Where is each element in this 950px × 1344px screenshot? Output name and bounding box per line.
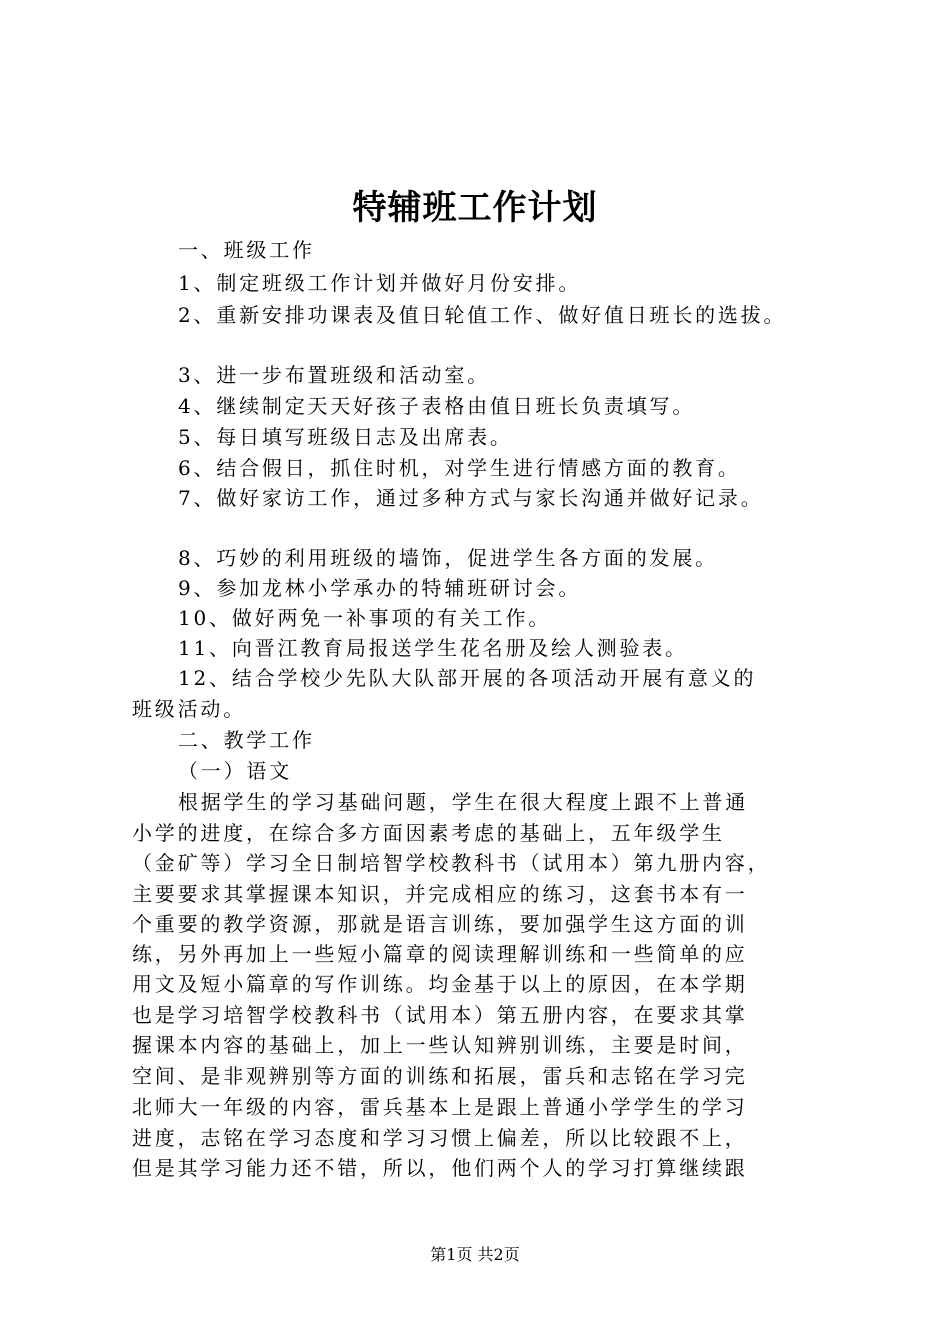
paragraph-line: 个重要的教学资源，那就是语言训练，要加强学生这方面的训 bbox=[132, 912, 748, 936]
list-item: 9、参加龙林小学承办的特辅班研讨会。 bbox=[178, 576, 582, 600]
document-title: 特辅班工作计划 bbox=[352, 188, 598, 228]
list-item: 6、结合假日，抓住时机，对学生进行情感方面的教育。 bbox=[178, 456, 741, 480]
subsection-heading: （一）语文 bbox=[178, 759, 292, 783]
section-heading: 一、班级工作 bbox=[178, 238, 315, 262]
list-item: 11、向晋江教育局报送学生花名册及绘人测验表。 bbox=[178, 636, 688, 660]
paragraph-line: 主要要求其掌握课本知识，并完成相应的练习，这套书本有一 bbox=[132, 882, 748, 906]
section-heading: 二、教学工作 bbox=[178, 728, 315, 752]
paragraph-line: 练，另外再加上一些短小篇章的阅读理解训练和一些简单的应 bbox=[132, 942, 748, 966]
paragraph-line: （金矿等）学习全日制培智学校教科书（试用本）第九册内容， bbox=[132, 851, 771, 875]
list-item: 2、重新安排功课表及值日轮值工作、做好值日班长的选拔。 bbox=[178, 303, 787, 327]
paragraph-line: 也是学习培智学校教科书（试用本）第五册内容，在要求其掌 bbox=[132, 1003, 748, 1027]
paragraph-line: 用文及短小篇章的写作训练。均金基于以上的原因，在本学期 bbox=[132, 972, 748, 996]
list-item-continuation: 班级活动。 bbox=[132, 697, 246, 721]
list-item: 8、巧妙的利用班级的墙饰，促进学生各方面的发展。 bbox=[178, 546, 718, 570]
page-footer: 第1页 共2页 bbox=[430, 1245, 520, 1264]
list-item: 5、每日填写班级日志及出席表。 bbox=[178, 425, 513, 449]
list-item: 4、继续制定天天好孩子表格由值日班长负责填写。 bbox=[178, 394, 696, 418]
list-item: 10、做好两免一补事项的有关工作。 bbox=[178, 606, 552, 630]
list-item: 7、做好家访工作，通过多种方式与家长沟通并做好记录。 bbox=[178, 486, 764, 510]
paragraph-line: 北师大一年级的内容，雷兵基本上是跟上普通小学学生的学习 bbox=[132, 1095, 748, 1119]
list-item: 1、制定班级工作计划并做好月份安排。 bbox=[178, 271, 582, 295]
paragraph-line: 握课本内容的基础上，加上一些认知辨别训练，主要是时间， bbox=[132, 1033, 748, 1057]
paragraph-line: 小学的进度，在综合多方面因素考虑的基础上，五年级学生 bbox=[132, 821, 725, 845]
list-item: 12、结合学校少先队大队部开展的各项活动开展有意义的 bbox=[178, 666, 757, 690]
paragraph-line: 空间、是非观辨别等方面的训练和拓展，雷兵和志铭在学习完 bbox=[132, 1064, 748, 1088]
paragraph-line: 但是其学习能力还不错，所以，他们两个人的学习打算继续跟 bbox=[132, 1156, 748, 1180]
list-item: 3、进一步布置班级和活动室。 bbox=[178, 363, 490, 387]
paragraph-line: 根据学生的学习基础问题，学生在很大程度上跟不上普通 bbox=[178, 790, 748, 814]
paragraph-line: 进度，志铭在学习态度和学习习惯上偏差，所以比较跟不上， bbox=[132, 1126, 748, 1150]
